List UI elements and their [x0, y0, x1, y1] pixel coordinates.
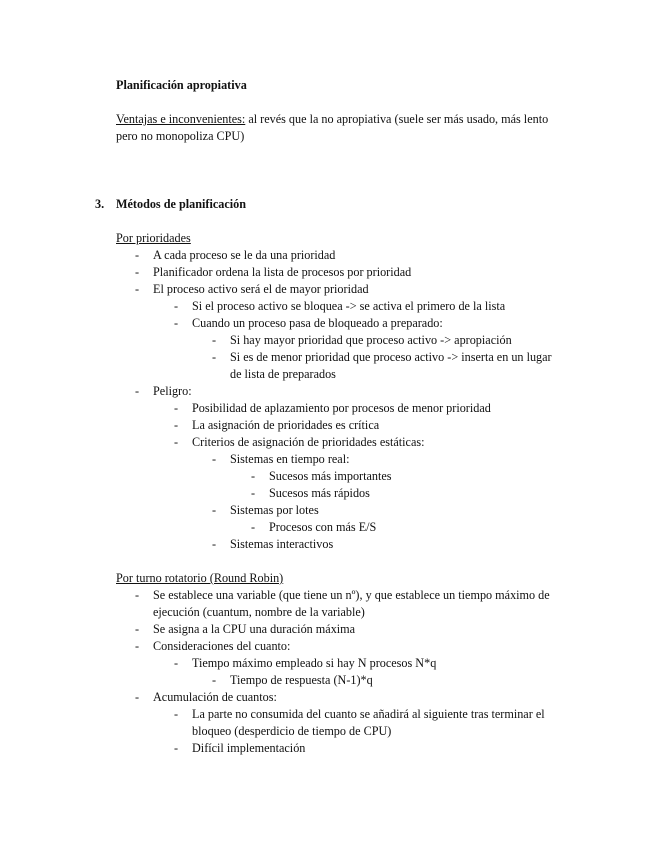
bullet-dash: -: [212, 333, 217, 347]
bullet-dash: -: [212, 537, 217, 551]
bullet-dash: -: [251, 520, 256, 534]
list-item-text: Si el proceso activo se bloquea -> se activa el primero de la lista: [192, 299, 506, 313]
bullet-dash: -: [135, 282, 140, 296]
bullet-dash: -: [251, 469, 256, 483]
list-item-text: Si es de menor prioridad que proceso activo -> inserta en un lugar: [230, 350, 552, 364]
list-item-text: El proceso activo será el de mayor prioridad: [153, 282, 369, 296]
list-item-text: Procesos con más E/S: [269, 520, 377, 534]
bullet-dash: -: [251, 486, 256, 500]
section-number: 3.: [95, 197, 105, 211]
list-item-text: Se asigna a la CPU una duración máxima: [153, 622, 356, 636]
list-item-text: Cuando un proceso pasa de bloqueado a preparado:: [192, 316, 443, 330]
list-item-text: Consideraciones del cuanto:: [153, 639, 291, 653]
heading-planificacion-apropiativa: Planificación apropiativa: [116, 78, 247, 92]
bullet-dash: -: [135, 622, 140, 636]
bullet-dash: -: [135, 588, 140, 602]
advantages-paragraph: [116, 111, 548, 128]
bullet-dash: -: [135, 384, 140, 398]
list-item-text: Sistemas por lotes: [230, 503, 319, 517]
bullet-dash: -: [212, 350, 217, 364]
section-title: Métodos de planificación: [116, 197, 246, 211]
list-item-text: Sistemas interactivos: [230, 537, 334, 551]
list-item-text: A cada proceso se le da una prioridad: [153, 248, 336, 262]
list-item-text: Tiempo de respuesta (N-1)*q: [230, 673, 373, 687]
priorities-title: Por prioridades: [116, 231, 191, 245]
list-item-text: Se establece una variable (que tiene un nº), y que establece un tiempo máximo de: [153, 588, 550, 602]
list-item-text: La asignación de prioridades es crítica: [192, 418, 380, 432]
advantages-label: Ventajas e inconvenientes:: [116, 112, 246, 126]
list-item-text: Criterios de asignación de prioridades estáticas:: [192, 435, 425, 449]
bullet-dash: -: [135, 639, 140, 653]
list-item-text: Posibilidad de aplazamiento por procesos de menor prioridad: [192, 401, 491, 415]
list-item-text: de lista de preparados: [230, 367, 336, 381]
bullet-dash: -: [174, 418, 179, 432]
bullet-dash: -: [135, 690, 140, 704]
bullet-dash: -: [174, 299, 179, 313]
bullet-dash: -: [174, 741, 179, 755]
bullet-dash: -: [174, 707, 179, 721]
list-item-text: Sucesos más importantes: [269, 469, 392, 483]
list-item-text: Acumulación de cuantos:: [153, 690, 277, 704]
bullet-dash: -: [212, 503, 217, 517]
list-item-text: La parte no consumida del cuanto se añadirá al siguiente tras terminar el: [192, 707, 545, 721]
bullet-dash: -: [174, 316, 179, 330]
list-item-text: bloqueo (desperdicio de tiempo de CPU): [192, 724, 392, 738]
bullet-dash: -: [174, 401, 179, 415]
list-item-text: Sistemas en tiempo real:: [230, 452, 350, 466]
list-item-text: Tiempo máximo empleado si hay N procesos N*q: [192, 656, 437, 670]
bullet-dash: -: [174, 656, 179, 670]
advantages-text: al revés que la no apropiativa (suele ser más usado, más lento: [245, 112, 549, 126]
list-item-text: Peligro:: [153, 384, 192, 398]
roundrobin-title: Por turno rotatorio (Round Robin): [116, 571, 284, 585]
list-item-text: Si hay mayor prioridad que proceso activo -> apropiación: [230, 333, 512, 347]
list-item-text: Sucesos más rápidos: [269, 486, 370, 500]
bullet-dash: -: [174, 435, 179, 449]
advantages-text-continued: pero no monopoliza CPU): [116, 129, 245, 143]
list-item-text: Difícil implementación: [192, 741, 306, 755]
bullet-dash: -: [135, 248, 140, 262]
bullet-dash: -: [212, 452, 217, 466]
bullet-dash: -: [135, 265, 140, 279]
list-item-text: ejecución (cuantum, nombre de la variable): [153, 605, 365, 619]
bullet-dash: -: [212, 673, 217, 687]
list-item-text: Planificador ordena la lista de procesos por prioridad: [153, 265, 412, 279]
